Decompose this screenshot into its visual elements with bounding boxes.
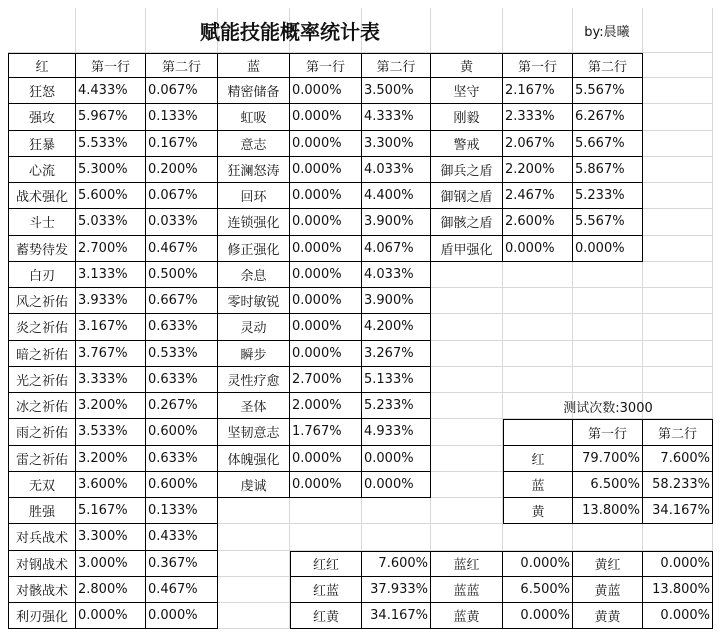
red-skill-row1[interactable]: 3.133% <box>76 262 146 288</box>
blue-skill-row1[interactable]: 0.000% <box>290 288 362 314</box>
red-skill-row2[interactable]: 0.667% <box>146 288 218 314</box>
red-skill-name[interactable]: 暗之祈佑 <box>8 341 76 367</box>
blue-skill-name[interactable]: 意志 <box>218 131 290 157</box>
combo-name[interactable]: 黄蓝 <box>573 577 643 603</box>
column-header-red[interactable]: 红 <box>8 53 76 78</box>
column-header-row2[interactable]: 第二行 <box>146 53 218 78</box>
red-skill-row1[interactable]: 3.533% <box>76 419 146 445</box>
blue-skill-row2[interactable]: 5.133% <box>362 367 431 393</box>
empty-cell[interactable] <box>362 498 431 524</box>
empty-cell[interactable] <box>643 131 713 157</box>
blue-skill-row2[interactable]: 3.900% <box>362 209 431 235</box>
empty-cell[interactable] <box>643 183 713 209</box>
red-skill-name[interactable]: 雷之祈佑 <box>8 446 76 472</box>
blue-skill-row2[interactable]: 3.300% <box>362 131 431 157</box>
yellow-skill-row1[interactable]: 0.000% <box>503 236 573 262</box>
red-skill-name[interactable]: 心流 <box>8 157 76 183</box>
yellow-skill-row1[interactable]: 2.467% <box>503 183 573 209</box>
combo-name[interactable]: 红蓝 <box>290 577 362 603</box>
red-skill-row1[interactable]: 3.933% <box>76 288 146 314</box>
red-skill-row2[interactable]: 0.200% <box>146 157 218 183</box>
blue-skill-row2[interactable]: 3.500% <box>362 78 431 104</box>
blue-skill-name[interactable]: 灵性疗愈 <box>218 367 290 393</box>
empty-cell[interactable] <box>431 367 503 393</box>
red-skill-row2[interactable]: 0.167% <box>146 131 218 157</box>
yellow-skill-name[interactable]: 盾甲强化 <box>431 236 503 262</box>
empty-cell[interactable] <box>503 288 573 314</box>
empty-cell[interactable] <box>431 472 503 498</box>
red-skill-row1[interactable]: 5.033% <box>76 209 146 235</box>
red-skill-row2[interactable]: 0.133% <box>146 498 218 524</box>
red-skill-row1[interactable]: 3.300% <box>76 524 146 550</box>
summary-color[interactable]: 蓝 <box>503 472 573 498</box>
blue-skill-row2[interactable]: 4.200% <box>362 314 431 340</box>
red-skill-row1[interactable]: 3.200% <box>76 446 146 472</box>
blue-skill-name[interactable]: 回环 <box>218 183 290 209</box>
blue-skill-row2[interactable]: 4.333% <box>362 104 431 130</box>
empty-cell[interactable] <box>643 314 713 340</box>
empty-cell[interactable] <box>218 498 290 524</box>
combo-value[interactable]: 7.600% <box>362 551 431 577</box>
blue-skill-row1[interactable]: 2.000% <box>290 393 362 419</box>
empty-cell[interactable] <box>431 262 503 288</box>
empty-cell[interactable] <box>643 341 713 367</box>
yellow-skill-row1[interactable]: 2.200% <box>503 157 573 183</box>
blue-skill-name[interactable]: 圣体 <box>218 393 290 419</box>
red-skill-row1[interactable]: 3.333% <box>76 367 146 393</box>
yellow-skill-row1[interactable]: 2.067% <box>503 131 573 157</box>
blue-skill-row1[interactable]: 0.000% <box>290 78 362 104</box>
summary-color[interactable]: 红 <box>503 446 573 472</box>
column-header-row1[interactable]: 第一行 <box>290 53 362 78</box>
column-header-blue[interactable]: 蓝 <box>218 53 290 78</box>
red-skill-row2[interactable]: 0.367% <box>146 551 218 577</box>
blue-skill-row2[interactable]: 4.400% <box>362 183 431 209</box>
blue-skill-row2[interactable]: 0.000% <box>362 472 431 498</box>
red-skill-row2[interactable]: 0.133% <box>146 104 218 130</box>
red-skill-name[interactable]: 胜强 <box>8 498 76 524</box>
empty-cell[interactable] <box>431 341 503 367</box>
empty-cell[interactable] <box>503 341 573 367</box>
yellow-skill-name[interactable]: 刚毅 <box>431 104 503 130</box>
red-skill-row1[interactable]: 2.700% <box>76 236 146 262</box>
blue-skill-row1[interactable]: 0.000% <box>290 236 362 262</box>
combo-name[interactable]: 黄黄 <box>573 603 643 629</box>
summary-row1-value[interactable]: 79.700% <box>573 446 643 472</box>
summary-row1-value[interactable]: 13.800% <box>573 498 643 524</box>
summary-row1-value[interactable]: 6.500% <box>573 472 643 498</box>
empty-cell[interactable] <box>362 524 431 550</box>
summary-header-row2[interactable]: 第二行 <box>643 419 713 445</box>
yellow-skill-row2[interactable]: 0.000% <box>573 236 643 262</box>
empty-cell[interactable] <box>290 524 362 550</box>
blue-skill-row2[interactable]: 3.900% <box>362 288 431 314</box>
yellow-skill-name[interactable]: 御骸之盾 <box>431 209 503 235</box>
red-skill-name[interactable]: 狂怒 <box>8 78 76 104</box>
red-skill-name[interactable]: 无双 <box>8 472 76 498</box>
combo-value[interactable]: 0.000% <box>643 551 713 577</box>
sheet-title: 赋能技能概率统计表 <box>200 20 380 44</box>
empty-cell[interactable] <box>218 577 290 603</box>
red-skill-row2[interactable]: 0.533% <box>146 341 218 367</box>
empty-cell[interactable] <box>573 341 643 367</box>
summary-color[interactable]: 黄 <box>503 498 573 524</box>
column-header-yellow[interactable]: 黄 <box>431 53 503 78</box>
column-header-row2[interactable]: 第二行 <box>573 53 643 78</box>
empty-cell[interactable] <box>643 288 713 314</box>
empty-cell[interactable] <box>643 236 713 262</box>
yellow-skill-row2[interactable]: 5.667% <box>573 131 643 157</box>
combo-value[interactable]: 0.000% <box>643 603 713 629</box>
red-skill-row1[interactable]: 3.167% <box>76 314 146 340</box>
yellow-skill-name[interactable]: 坚守 <box>431 78 503 104</box>
column-header-row2[interactable]: 第二行 <box>362 53 431 78</box>
red-skill-row2[interactable]: 0.067% <box>146 183 218 209</box>
red-skill-row2[interactable]: 0.267% <box>146 393 218 419</box>
red-skill-name[interactable]: 冰之祈佑 <box>8 393 76 419</box>
blue-skill-name[interactable]: 瞬步 <box>218 341 290 367</box>
empty-cell[interactable] <box>431 288 503 314</box>
blue-skill-row1[interactable]: 2.700% <box>290 367 362 393</box>
empty-cell[interactable] <box>503 314 573 340</box>
empty-cell[interactable] <box>643 78 713 104</box>
blue-skill-name[interactable]: 虹吸 <box>218 104 290 130</box>
empty-cell[interactable] <box>218 603 290 629</box>
empty-cell[interactable] <box>573 288 643 314</box>
red-skill-row2[interactable]: 0.600% <box>146 419 218 445</box>
blue-skill-row2[interactable]: 4.933% <box>362 419 431 445</box>
empty-cell[interactable] <box>431 419 503 445</box>
blue-skill-row1[interactable]: 0.000% <box>290 472 362 498</box>
red-skill-name[interactable]: 斗士 <box>8 209 76 235</box>
red-skill-row1[interactable]: 3.600% <box>76 472 146 498</box>
blue-skill-name[interactable]: 精密储备 <box>218 78 290 104</box>
red-skill-row2[interactable]: 0.633% <box>146 367 218 393</box>
blue-skill-name[interactable]: 修正强化 <box>218 236 290 262</box>
red-skill-name[interactable]: 风之祈佑 <box>8 288 76 314</box>
column-header-row1[interactable]: 第一行 <box>503 53 573 78</box>
empty-cell[interactable] <box>573 524 643 550</box>
blue-skill-name[interactable]: 坚韧意志 <box>218 419 290 445</box>
red-skill-name[interactable]: 光之祈佑 <box>8 367 76 393</box>
empty-cell[interactable] <box>218 524 290 550</box>
combo-name[interactable]: 蓝蓝 <box>431 577 503 603</box>
blue-skill-name[interactable]: 体魄强化 <box>218 446 290 472</box>
empty-cell[interactable] <box>573 314 643 340</box>
empty-cell[interactable] <box>643 367 713 393</box>
blue-skill-row1[interactable]: 0.000% <box>290 157 362 183</box>
yellow-skill-name[interactable]: 御兵之盾 <box>431 157 503 183</box>
blue-skill-row2[interactable]: 4.033% <box>362 262 431 288</box>
red-skill-name[interactable]: 蓄势待发 <box>8 236 76 262</box>
yellow-skill-row2[interactable]: 5.567% <box>573 78 643 104</box>
empty-cell[interactable] <box>643 524 713 550</box>
red-skill-name[interactable]: 利刃强化 <box>8 603 76 629</box>
combo-name[interactable]: 蓝红 <box>431 551 503 577</box>
red-skill-row2[interactable]: 0.467% <box>146 577 218 603</box>
empty-cell[interactable] <box>431 498 503 524</box>
empty-cell[interactable] <box>643 104 713 130</box>
empty-cell[interactable] <box>503 524 573 550</box>
test-count-label: 测试次数:3000 <box>563 400 653 416</box>
red-skill-row2[interactable]: 0.600% <box>146 472 218 498</box>
red-skill-row1[interactable]: 5.600% <box>76 183 146 209</box>
blue-skill-name[interactable]: 灵动 <box>218 314 290 340</box>
blue-skill-row1[interactable]: 0.000% <box>290 104 362 130</box>
empty-cell[interactable] <box>218 551 290 577</box>
red-skill-row2[interactable]: 0.033% <box>146 209 218 235</box>
red-skill-row2[interactable]: 0.067% <box>146 78 218 104</box>
summary-row2-value[interactable]: 7.600% <box>643 446 713 472</box>
empty-cell[interactable] <box>503 262 573 288</box>
summary-row2-value[interactable]: 34.167% <box>643 498 713 524</box>
summary-header-row1[interactable]: 第一行 <box>573 419 643 445</box>
red-skill-name[interactable]: 强攻 <box>8 104 76 130</box>
empty-cell[interactable] <box>643 53 713 78</box>
empty-cell[interactable] <box>643 157 713 183</box>
blue-skill-row2[interactable]: 3.267% <box>362 341 431 367</box>
blue-skill-row1[interactable]: 0.000% <box>290 183 362 209</box>
combo-value[interactable]: 0.000% <box>503 603 573 629</box>
yellow-skill-row2[interactable]: 5.567% <box>573 209 643 235</box>
yellow-skill-row1[interactable]: 2.600% <box>503 209 573 235</box>
yellow-skill-row2[interactable]: 5.867% <box>573 157 643 183</box>
combo-name[interactable]: 黄红 <box>573 551 643 577</box>
yellow-skill-row1[interactable]: 2.167% <box>503 78 573 104</box>
combo-name[interactable]: 红红 <box>290 551 362 577</box>
empty-cell[interactable] <box>431 393 503 419</box>
column-header-row1[interactable]: 第一行 <box>76 53 146 78</box>
author-label: by:晨曦 <box>584 25 630 40</box>
yellow-skill-name[interactable]: 警戒 <box>431 131 503 157</box>
empty-cell[interactable] <box>643 262 713 288</box>
summary-row2-value[interactable]: 58.233% <box>643 472 713 498</box>
blue-skill-name[interactable]: 零时敏锐 <box>218 288 290 314</box>
blue-skill-name[interactable]: 虔诚 <box>218 472 290 498</box>
red-skill-row1[interactable]: 2.800% <box>76 577 146 603</box>
red-skill-row1[interactable]: 5.300% <box>76 157 146 183</box>
blue-skill-row1[interactable]: 0.000% <box>290 209 362 235</box>
red-skill-row1[interactable]: 5.167% <box>76 498 146 524</box>
red-skill-row1[interactable]: 5.533% <box>76 131 146 157</box>
empty-cell[interactable] <box>431 524 503 550</box>
blue-skill-row1[interactable]: 0.000% <box>290 314 362 340</box>
red-skill-row2[interactable]: 0.633% <box>146 314 218 340</box>
blue-skill-row2[interactable]: 5.233% <box>362 393 431 419</box>
empty-cell[interactable] <box>643 8 713 53</box>
blue-skill-row1[interactable]: 0.000% <box>290 262 362 288</box>
combo-value[interactable]: 0.000% <box>503 551 573 577</box>
red-skill-name[interactable]: 对兵战术 <box>8 524 76 550</box>
red-skill-row2[interactable]: 0.433% <box>146 524 218 550</box>
yellow-skill-name[interactable]: 御钢之盾 <box>431 183 503 209</box>
combo-name[interactable]: 蓝黄 <box>431 603 503 629</box>
red-skill-name[interactable]: 对钢战术 <box>8 551 76 577</box>
empty-cell[interactable] <box>643 209 713 235</box>
empty-cell[interactable] <box>431 446 503 472</box>
blue-skill-row2[interactable]: 4.067% <box>362 236 431 262</box>
blue-skill-row2[interactable]: 0.000% <box>362 446 431 472</box>
blue-skill-name[interactable]: 狂澜怒涛 <box>218 157 290 183</box>
empty-cell[interactable] <box>573 367 643 393</box>
yellow-skill-row2[interactable]: 5.233% <box>573 183 643 209</box>
red-skill-row1[interactable]: 5.967% <box>76 104 146 130</box>
blue-skill-row2[interactable]: 4.033% <box>362 157 431 183</box>
red-skill-name[interactable]: 炎之祈佑 <box>8 314 76 340</box>
red-skill-name[interactable]: 对骸战术 <box>8 577 76 603</box>
blue-skill-row1[interactable]: 0.000% <box>290 131 362 157</box>
red-skill-row1[interactable]: 3.200% <box>76 393 146 419</box>
red-skill-row1[interactable]: 3.767% <box>76 341 146 367</box>
red-skill-row1[interactable]: 3.000% <box>76 551 146 577</box>
combo-name[interactable]: 红黄 <box>290 603 362 629</box>
blue-skill-name[interactable]: 连锁强化 <box>218 209 290 235</box>
combo-value[interactable]: 37.933% <box>362 577 431 603</box>
combo-value[interactable]: 6.500% <box>503 577 573 603</box>
empty-cell[interactable] <box>290 498 362 524</box>
summary-corner[interactable] <box>503 419 573 445</box>
blue-skill-row1[interactable]: 0.000% <box>290 446 362 472</box>
red-skill-row2[interactable]: 0.500% <box>146 262 218 288</box>
red-skill-row2[interactable]: 0.467% <box>146 236 218 262</box>
red-skill-row2[interactable]: 0.000% <box>146 603 218 629</box>
empty-cell[interactable] <box>503 367 573 393</box>
red-skill-row1[interactable]: 4.433% <box>76 78 146 104</box>
empty-cell[interactable] <box>431 314 503 340</box>
combo-value[interactable]: 13.800% <box>643 577 713 603</box>
yellow-skill-row1[interactable]: 2.333% <box>503 104 573 130</box>
blue-skill-row1[interactable]: 0.000% <box>290 341 362 367</box>
empty-cell[interactable] <box>573 262 643 288</box>
red-skill-row2[interactable]: 0.633% <box>146 446 218 472</box>
red-skill-name[interactable]: 白刃 <box>8 262 76 288</box>
yellow-skill-row2[interactable]: 6.267% <box>573 104 643 130</box>
red-skill-row1[interactable]: 0.000% <box>76 603 146 629</box>
red-skill-name[interactable]: 狂暴 <box>8 131 76 157</box>
red-skill-name[interactable]: 战术强化 <box>8 183 76 209</box>
blue-skill-name[interactable]: 余息 <box>218 262 290 288</box>
red-skill-name[interactable]: 雨之祈佑 <box>8 419 76 445</box>
combo-value[interactable]: 34.167% <box>362 603 431 629</box>
blue-skill-row1[interactable]: 1.767% <box>290 419 362 445</box>
